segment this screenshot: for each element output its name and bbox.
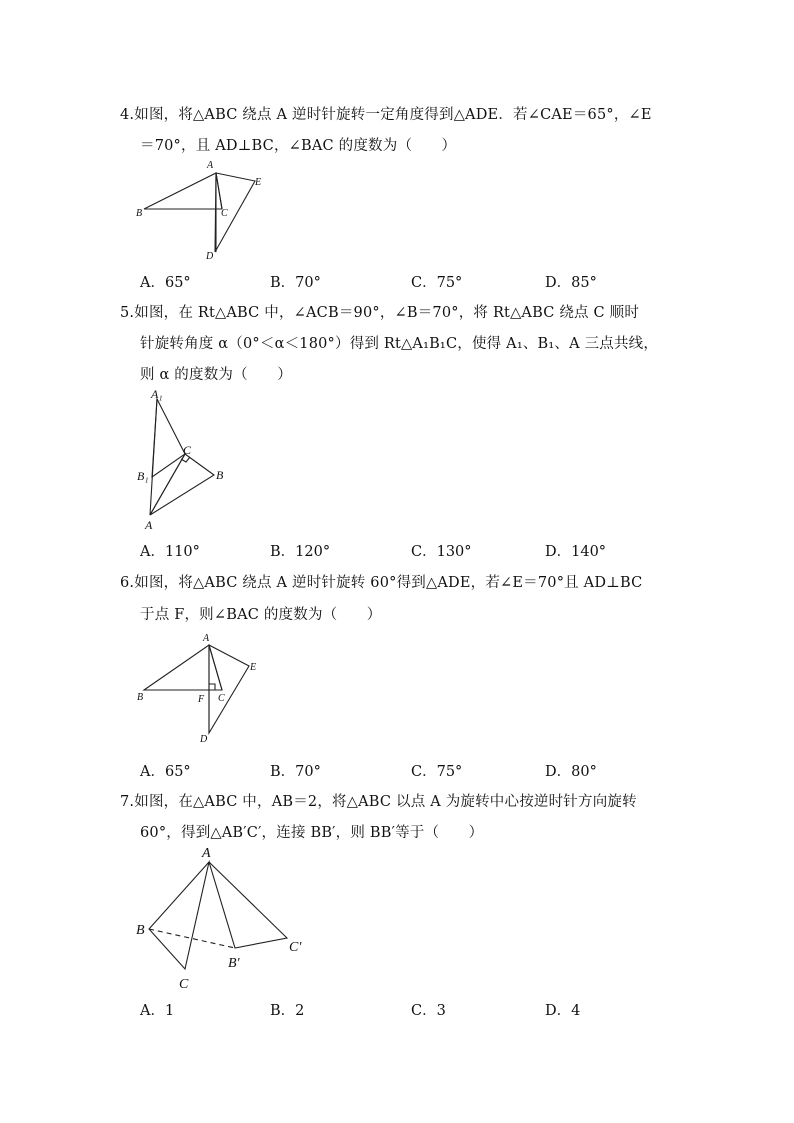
question-4-option-a[interactable]: A．65° xyxy=(140,275,191,291)
question-7-option-b[interactable]: B．2 xyxy=(270,1003,305,1019)
label-e: E xyxy=(250,662,257,673)
question-4-option-c[interactable]: C．75° xyxy=(411,275,463,291)
label-b: B xyxy=(136,208,143,219)
label-c: C xyxy=(179,977,189,992)
question-6-option-d[interactable]: D．80° xyxy=(545,764,597,780)
segment-ca xyxy=(150,454,185,515)
label-e: E xyxy=(255,177,262,188)
question-5-option-c[interactable]: C．130° xyxy=(411,544,472,560)
label-a: A xyxy=(145,518,153,532)
triangle-abc xyxy=(144,173,222,209)
label-c: C xyxy=(221,208,228,219)
question-4-line-1: 4.如图，将△ABC 绕点 A 逆时针旋转一定角度得到△ADE．若∠CAE＝65°，∠E xyxy=(120,107,652,123)
question-7-line-2: 60°，得到△AB′C′，连接 BB′，则 BB′等于（ ） xyxy=(140,825,484,841)
question-6-line-1: 6.如图，将△ABC 绕点 A 逆时针旋转 60°得到△ADE，若∠E＝70°且 AD⊥BC xyxy=(120,575,643,591)
triangle-abc xyxy=(144,645,222,690)
question-6-option-c[interactable]: C．75° xyxy=(411,764,463,780)
label-b: B xyxy=(137,692,144,703)
question-7-line-1: 7.如图，在△ABC 中，AB＝2，将△ABC 以点 A 为旋转中心按逆时针方向旋转 xyxy=(120,794,637,810)
label-a: A xyxy=(203,633,210,644)
question-6-line-2: 于点 F，则∠BAC 的度数为（ ） xyxy=(140,607,382,623)
right-angle-mark xyxy=(209,684,215,690)
question-4-option-b[interactable]: B．70° xyxy=(270,275,321,291)
question-5-option-b[interactable]: B．120° xyxy=(270,544,331,560)
question-7-option-a[interactable]: A．1 xyxy=(140,1003,175,1019)
question-5-figure xyxy=(132,385,242,535)
question-5-option-d[interactable]: D．140° xyxy=(545,544,607,560)
question-4-option-d[interactable]: D．85° xyxy=(545,275,597,291)
question-7-figure xyxy=(132,842,332,992)
label-d: D xyxy=(206,251,214,262)
label-c: C xyxy=(183,443,192,457)
segment-a1-a xyxy=(150,399,157,515)
label-b: B xyxy=(136,923,145,938)
triangle-ab2c2 xyxy=(209,862,287,948)
question-4-line-2: ＝70°，且 AD⊥BC，∠BAC 的度数为（ ） xyxy=(140,138,457,154)
segment-ac xyxy=(216,173,222,209)
question-7-option-d[interactable]: D．4 xyxy=(545,1003,581,1019)
question-6-option-b[interactable]: B．70° xyxy=(270,764,321,780)
label-a1: A₁ xyxy=(151,387,163,401)
label-b1: B₁ xyxy=(137,469,149,483)
label-c: C xyxy=(218,693,225,704)
question-5-option-a[interactable]: A．110° xyxy=(140,544,200,560)
triangle-a1b1c xyxy=(152,399,185,477)
question-5-line-2: 针旋转角度 α（0°＜α＜180°）得到 Rt△A₁B₁C，使得 A₁、B₁、A 三点共线， xyxy=(140,336,659,352)
question-6-option-a[interactable]: A．65° xyxy=(140,764,191,780)
label-b: B xyxy=(216,468,224,482)
label-b-prime: B′ xyxy=(228,956,240,971)
label-d: D xyxy=(200,734,208,745)
triangle-abc xyxy=(150,454,214,515)
question-7-option-c[interactable]: C．3 xyxy=(411,1003,446,1019)
label-a: A xyxy=(207,160,214,171)
question-5-line-3: 则 α 的度数为（ ） xyxy=(140,367,292,383)
question-6-figure xyxy=(132,630,272,745)
question-4-figure xyxy=(132,158,272,262)
segment-ac xyxy=(209,645,222,690)
triangle-abc xyxy=(149,862,209,969)
label-f: F xyxy=(198,694,205,705)
label-a: A xyxy=(202,846,211,861)
question-5-line-1: 5.如图，在 Rt△ABC 中，∠ACB＝90°，∠B＝70°，将 Rt△ABC 绕点 C 顺时 xyxy=(120,305,640,321)
label-c-prime: C′ xyxy=(289,940,302,955)
